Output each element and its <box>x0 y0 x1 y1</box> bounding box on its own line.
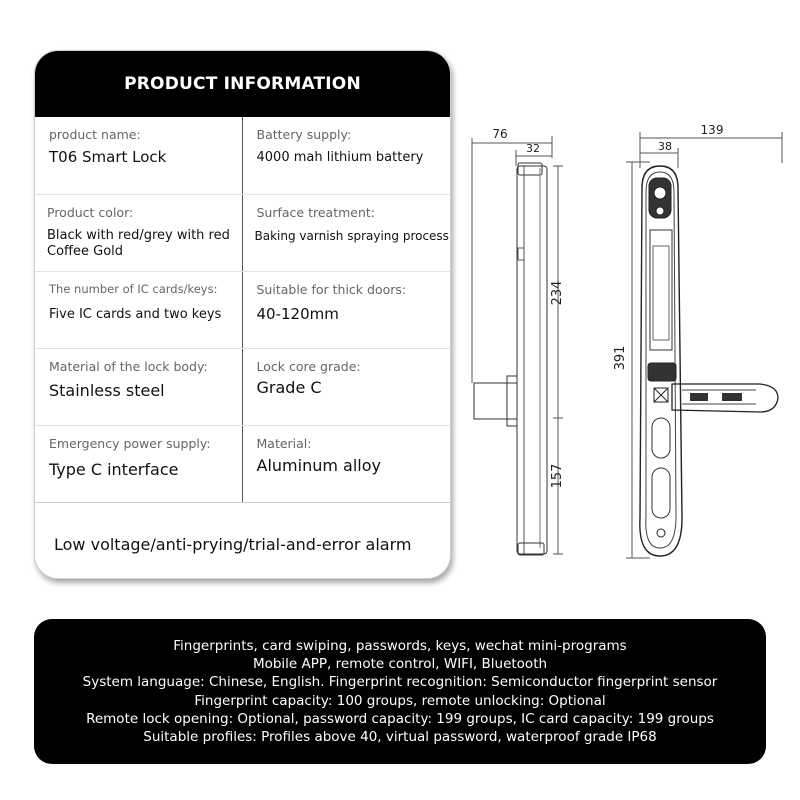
spec-cell <box>243 272 451 348</box>
spec-value-battery: 4000 mah lithium battery <box>256 150 424 165</box>
card-title: PRODUCT INFORMATION <box>35 51 450 117</box>
lock-dimension-drawing <box>460 118 790 568</box>
spec-value-product-name: T06 Smart Lock <box>49 148 167 166</box>
feature-line: Mobile APP, remote control, WIFI, Bluetooth <box>252 655 548 672</box>
dim-front-height: 391 <box>613 345 628 371</box>
dim-side-width: 76 <box>492 127 508 141</box>
spec-value-emergency-power: Type C interface <box>49 460 179 479</box>
spec-cell <box>35 426 243 502</box>
spec-label-material: Material: <box>256 436 312 451</box>
spec-label-product-name: product name: <box>49 127 141 142</box>
spec-table <box>35 117 450 579</box>
spec-label-battery: Battery supply: <box>256 127 352 142</box>
feature-line: System language: Chinese, English. Fingerprint recognition: Semiconductor fingerprint sensor <box>82 674 718 691</box>
product-info-card <box>34 50 451 579</box>
side-view <box>472 127 565 555</box>
spec-cell <box>243 426 451 502</box>
spec-row <box>35 195 450 272</box>
spec-value-core-grade: Grade C <box>256 378 322 397</box>
dim-front-width: 139 <box>700 123 724 137</box>
dim-front-inner: 38 <box>658 140 672 153</box>
spec-label-color: Product color: <box>47 205 134 220</box>
alarm-note: Low voltage/anti-prying/trial-and-error alarm <box>54 534 412 554</box>
feature-line: Fingerprint capacity: 100 groups, remote unlocking: Optional <box>194 692 606 709</box>
spec-label-surface: Surface treatment: <box>256 205 376 220</box>
feature-line: Suitable profiles: Profiles above 40, virtual password, waterproof grade IP68 <box>143 729 657 746</box>
spec-row <box>35 426 450 503</box>
feature-line: Remote lock opening: Optional, password capacity: 199 groups, IC card capacity: 199 groups <box>86 710 714 727</box>
spec-value-door-thickness: 40-120mm <box>256 305 339 323</box>
feature-line: Fingerprints, card swiping, passwords, keys, wechat mini-programs <box>173 637 627 654</box>
dim-side-upper: 234 <box>550 280 565 306</box>
spec-cell <box>35 195 243 271</box>
front-view <box>613 123 782 558</box>
spec-cell <box>35 117 243 194</box>
spec-cell <box>35 272 243 348</box>
spec-value-ic-cards: Five IC cards and two keys <box>49 307 222 322</box>
spec-label-ic-cards: The number of IC cards/keys: <box>49 282 218 296</box>
spec-row <box>35 349 450 426</box>
spec-label-core-grade: Lock core grade: <box>256 359 361 374</box>
spec-value-lock-body: Stainless steel <box>49 381 165 400</box>
spec-cell <box>35 349 243 425</box>
spec-label-emergency-power: Emergency power supply: <box>49 436 211 451</box>
spec-value-material: Aluminum alloy <box>256 456 381 475</box>
features-panel <box>34 619 766 764</box>
dim-side-lower: 157 <box>550 463 565 489</box>
spec-row <box>35 272 450 349</box>
spec-label-door-thickness: Suitable for thick doors: <box>256 282 407 297</box>
spec-cell <box>243 195 451 271</box>
dim-side-inner: 32 <box>526 142 540 155</box>
spec-cell <box>243 349 451 425</box>
spec-row <box>35 117 450 195</box>
spec-label-lock-body: Material of the lock body: <box>49 359 208 374</box>
spec-cell <box>243 117 451 194</box>
spec-value-surface: Baking varnish spraying process <box>254 229 449 243</box>
spec-value-color: Black with red/grey with red Coffee Gold <box>47 228 230 259</box>
